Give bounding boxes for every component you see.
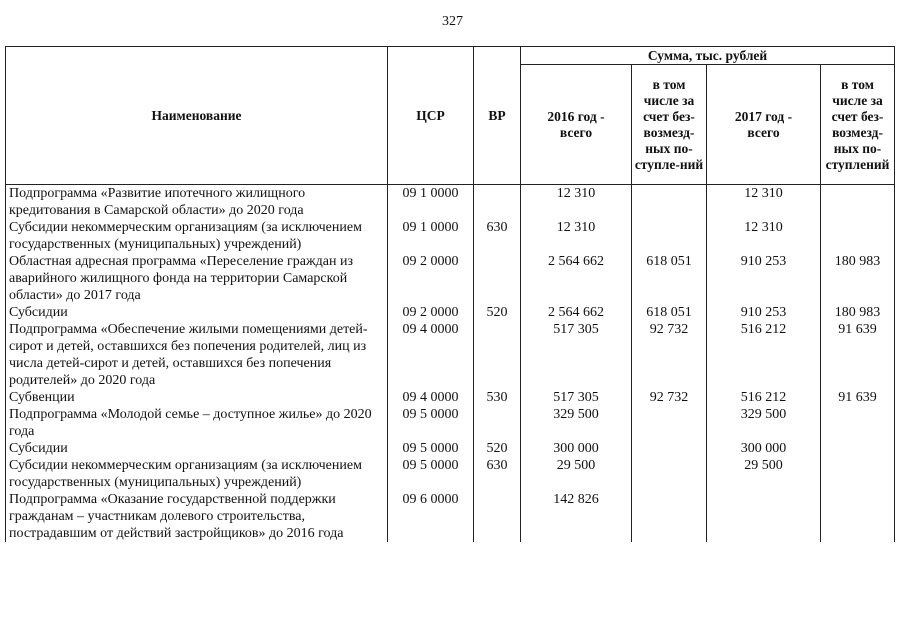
cell-name: Подпрограмма «Развитие ипотечного жилищного кредитования в Самарской области» до 2020 года — [6, 185, 388, 220]
cell-2017-total: 12 310 — [707, 219, 821, 253]
cell-2016-free — [632, 457, 707, 491]
cell-2017-free — [821, 185, 895, 220]
cell-2017-free — [821, 406, 895, 440]
cell-csr: 09 4 0000 — [388, 321, 474, 389]
cell-2017-total: 329 500 — [707, 406, 821, 440]
cell-vr — [474, 321, 521, 389]
cell-2016-free — [632, 185, 707, 220]
cell-2017-total: 300 000 — [707, 440, 821, 457]
cell-2016-total: 12 310 — [521, 219, 632, 253]
cell-2017-free: 91 639 — [821, 389, 895, 406]
cell-name: Субсидии — [6, 304, 388, 321]
cell-name: Субсидии некоммерческим организациям (за исключением государственных (муниципальных) учреждений) — [6, 219, 388, 253]
cell-2016-free — [632, 219, 707, 253]
page-number: 327 — [442, 14, 463, 29]
header-2016-total: 2016 год - всего — [521, 65, 632, 185]
cell-2016-free — [632, 406, 707, 440]
cell-name: Подпрограмма «Молодой семье – доступное жилье» до 2020 года — [6, 406, 388, 440]
cell-name: Субсидии — [6, 440, 388, 457]
cell-2017-free: 91 639 — [821, 321, 895, 389]
cell-2017-free — [821, 440, 895, 457]
cell-2017-total: 516 212 — [707, 389, 821, 406]
cell-csr: 09 6 0000 — [388, 491, 474, 542]
cell-2016-free: 92 732 — [632, 389, 707, 406]
table-row — [6, 253, 895, 304]
cell-vr: 630 — [474, 219, 521, 253]
table-row — [6, 304, 895, 321]
cell-2016-free: 92 732 — [632, 321, 707, 389]
cell-vr — [474, 491, 521, 542]
table-row — [6, 389, 895, 406]
cell-2017-free — [821, 457, 895, 491]
cell-2016-total: 300 000 — [521, 440, 632, 457]
table-body — [6, 185, 895, 543]
cell-2016-total: 12 310 — [521, 185, 632, 220]
cell-2016-free: 618 051 — [632, 304, 707, 321]
cell-2016-total: 142 826 — [521, 491, 632, 542]
header-2017-free: в том числе за счет без-возмезд-ных по-ступлений — [821, 65, 895, 185]
cell-name: Областная адресная программа «Переселение граждан из аварийного жилищного фонда на территории Самарской области» до 2017 года — [6, 253, 388, 304]
cell-2017-total: 12 310 — [707, 185, 821, 220]
cell-csr: 09 1 0000 — [388, 219, 474, 253]
header-2016-free: в том числе за счет без-возмезд-ных по-ступле-ний — [632, 65, 707, 185]
cell-2017-total: 29 500 — [707, 457, 821, 491]
cell-2016-total: 2 564 662 — [521, 253, 632, 304]
table-row — [6, 185, 895, 220]
cell-name: Субвенции — [6, 389, 388, 406]
table-row — [6, 440, 895, 457]
cell-csr: 09 5 0000 — [388, 406, 474, 440]
cell-csr: 09 2 0000 — [388, 253, 474, 304]
cell-2017-free — [821, 491, 895, 542]
cell-name: Подпрограмма «Оказание государственной поддержки гражданам – участникам долевого строительства, пострадавшим от действий застройщиков» до 2016 года — [6, 491, 388, 542]
cell-2017-total: 910 253 — [707, 304, 821, 321]
header-csr: ЦСР — [388, 47, 474, 185]
cell-2017-total: 516 212 — [707, 321, 821, 389]
cell-2017-free: 180 983 — [821, 304, 895, 321]
table-row — [6, 321, 895, 389]
cell-2016-free — [632, 440, 707, 457]
cell-2016-free: 618 051 — [632, 253, 707, 304]
table-header — [6, 47, 895, 185]
cell-name: Подпрограмма «Обеспечение жилыми помещениями детей-сирот и детей, оставшихся без попечения родителей, лиц из числа детей-сирот и детей, оставшихся без попечения родителей» до 2020 года — [6, 321, 388, 389]
cell-2017-free — [821, 219, 895, 253]
cell-csr: 09 5 0000 — [388, 440, 474, 457]
cell-vr: 530 — [474, 389, 521, 406]
budget-table — [5, 46, 895, 542]
cell-vr: 630 — [474, 457, 521, 491]
cell-2017-total: 910 253 — [707, 253, 821, 304]
cell-2016-total: 29 500 — [521, 457, 632, 491]
table-row — [6, 406, 895, 440]
cell-vr: 520 — [474, 304, 521, 321]
cell-csr: 09 5 0000 — [388, 457, 474, 491]
cell-name: Субсидии некоммерческим организациям (за исключением государственных (муниципальных) учреждений) — [6, 457, 388, 491]
cell-vr — [474, 185, 521, 220]
table-row — [6, 491, 895, 542]
table-row — [6, 219, 895, 253]
cell-csr: 09 4 0000 — [388, 389, 474, 406]
cell-csr: 09 1 0000 — [388, 185, 474, 220]
cell-2016-total: 517 305 — [521, 389, 632, 406]
header-name: Наименование — [6, 47, 388, 185]
cell-vr — [474, 253, 521, 304]
cell-2017-free: 180 983 — [821, 253, 895, 304]
header-sum-group: Сумма, тыс. рублей — [521, 47, 895, 65]
cell-2016-free — [632, 491, 707, 542]
table-row — [6, 457, 895, 491]
cell-vr — [474, 406, 521, 440]
cell-vr: 520 — [474, 440, 521, 457]
header-vr: ВР — [474, 47, 521, 185]
cell-2016-total: 329 500 — [521, 406, 632, 440]
cell-2016-total: 2 564 662 — [521, 304, 632, 321]
cell-csr: 09 2 0000 — [388, 304, 474, 321]
cell-2016-total: 517 305 — [521, 321, 632, 389]
header-2017-total: 2017 год - всего — [707, 65, 821, 185]
cell-2017-total — [707, 491, 821, 542]
